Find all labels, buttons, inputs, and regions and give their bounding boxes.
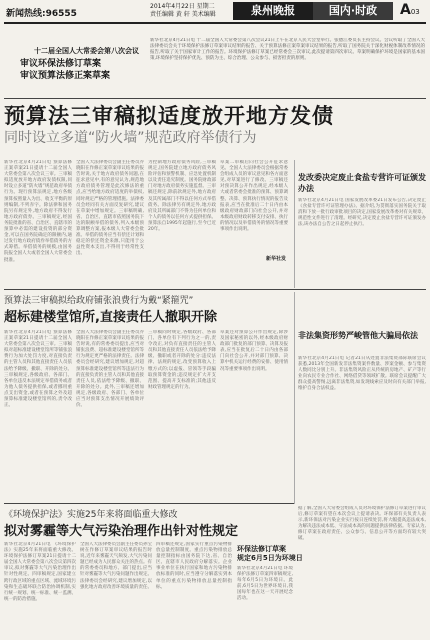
main-subheadline: 同时设立多道“防火墙”规范政府举债行为 — [4, 130, 257, 146]
main-col-4: 草案二审稿后向社会公开征求意见。全国人大法律委员会根据常委会组成人员的审议意见和各方面意见,对草案进行了修改。三审稿还对预决算公开作出规定,经本级人大或者常委会批准的预算、预算调整、决算、预算执行情况的报告及报表,应当在批准后二十日内由本级政府财政部门向社会公开,并对本级政府财政转移支付安排、执行的情况以及举借债务的情况等重要事项作出说明。 — [220, 160, 288, 233]
side-mid-title: 非法集资形势严峻管他大骗局依法 — [298, 331, 418, 340]
mid-col-2: 全国人大法律委员会副主任委员乔晓阳在作修正案草案审议结果的报告时说,有的常委委员提出,应当对铺张浪费、超标准建设楼堂馆所等行为规定更严格的法律责任。法律委员会经研究,建议增加规定,对超预算标准建设楼堂馆所等违法行为的直接负责的主管人员和其他直接责任人员,依法给予降级、撤职、开除的处分。此外,三审稿还增加规定,各级政府、各部门、各单位应当对预算支出情况开展绩效评价。 — [76, 330, 144, 409]
side-bottom-body: 据了解,全国人大常委会组成人员对环境保护法修订草案进行审议后,修订草案有望在本次会议上提请表决。环保部有关负责人表示,新环保法对污染企业实行按日连续处罚,将大幅提高违法成本,为解决违法成本低、守法成本高的问题提供法律依据。专家认为,修订草案在政府责任、公众参与、信息公开等方面均有较大突破。 — [298, 506, 426, 542]
side-top-body: 新华社北京4月21日电 国家发展改革委21日发布公告,决定废止《食盐专营许可证管理办法》。据介绍,为贯彻落实国务院关于取消和下放一批行政审批项目的决定,国家发展改革委对有关规章、规范性文件进行了清理。经研究,决定废止食盐专营许可证颁发办法,该办法自公告之日起停止执行。 — [298, 198, 426, 228]
main-col-2: 全国人大法律委员会副主任委员乔晓阳在作修正案草案审议结果的报告时说,关于地方政府债务问题,在征求意见中,有的意见认为,规范地方政府债务管理是此次修法的重点,应当给地方政府适度的举债权,同时规定严格的管理措施。法律委员会经同有关方面反复研究,建议在草案中增加规定。三审稿明确,省、自治区、直辖市依照国务院下达的限额举借的债务,列入本级预算调整方案,报本级人大常委会批准。举借的债务应当有偿还计划和稳定的偿还资金来源,只能用于公益性资本支出,不得用于经常性支出。 — [76, 160, 144, 257]
page-letter: A — [400, 2, 411, 18]
box-title — [237, 545, 303, 563]
box-title-2: 规定6月5日为环境日 — [237, 554, 303, 562]
mid-headline: 超标建楼堂馆所,直接责任人撤职开除 — [4, 310, 217, 325]
mid-col-1: 新华社北京4月21日电 预算法修正案草案21日提请十二届全国人大常委会第八次会议三审。三审稿拟对超标准建设楼堂馆所等铺张浪费行为加大处罚力度,对直接负责的主管人员和其他直接责任人员依法给予降级、撤职、开除的处分。三审稿规定,各级政府、各部门、各单位违反本法规定举借债务或者为他人债务提供担保,或者挪用重点支出资金,或者在预算之外及超预算标准建设楼堂馆所的,责令改正。 — [4, 330, 72, 409]
box-body: 新华社北京4月21日电 环境保护法修订草案四审稿规定,每年6月5日为环境日。此前,6月5日为世界环境日,我国每年也在这一天开展纪念活动。 — [237, 566, 293, 602]
bottom-col-2: 全国人大法律委员会副主任委员孙宝树在作修订草案审议结果的报告时说,近年来雾霾天气频发,大气污染问题已经成为人民群众关注的热点。有的常委委员和地方、部门提出,应当针对雾霾等大气污染问题作出规定。法律委员会经研究,建议增加规定,以强化地方政府改善环境质量的责任。 — [80, 542, 152, 590]
divider — [4, 503, 294, 504]
photo-credit: 新华社发 — [266, 256, 287, 262]
top-story-body: 新华社北京4月21日电 十二届全国人大常委会第八次会议21日上午在北京人民大会堂举行。张德江委员长主持会议。会议听取了全国人大法律委员会关于环境保护法修订草案审议结果的报告、关于预算法修正案草案审议结果的报告,听取了国务院关于深化财税体制改革情况的报告,听取了关于国家审计工作的报告。环境保护法修订草案已经常委会三次审议,此次提请第四次审议。草案明确保护环境是国家的基本国策,环境保护坚持保护优先、预防为主、综合治理、公众参与、损害担责的原则。 — [150, 38, 425, 62]
column-divider — [294, 292, 295, 504]
issue-date: 2014年4月22日 星期二 — [150, 3, 215, 10]
bottom-headline: 拟对雾霾等大气污染治理作出针对性规定 — [4, 524, 239, 539]
main-headline: 预算法三审稿拟适度放开地方发债 — [4, 104, 334, 128]
bottom-col-1: 新华社北京4月21日电 《环境保护法》实施25年来将面临重大修改。环境保护法修订草案21日提请十二届全国人大常委会第八次会议第四次审议,拟对雾霾等大气污染治理作出针对性规定。四审稿规定,国家建立跨行政区域的重点区域、流域环境污染和生态破坏联合防治协调机制,实行统一规划、统一标准、统一监测、统一的防治措施。 — [4, 542, 76, 602]
page-num: 03 — [410, 8, 420, 16]
main-col-1: 新华社北京4月21日电 预算法修正案草案21日提请十二届全国人大常委会第八次会议三审。三审稿拟适度放开地方政府发债权限,同时设立多道“防火墙”规范政府举债行为。现行预算法规定,地方各级预算按照量入为出、收支平衡的原则编制,不列赤字。除法律和国务院另有规定外,地方政府不得发行地方政府债券。三审稿规定,经国务院批准的省、自治区、直辖市的预算中必需的建设投资的部分资金,可以在国务院确定的限额内,通过发行地方政府债券举借债务的方式筹措。举借债务的规模,由国务院报全国人大或者全国人大常委会批准。 — [4, 160, 72, 263]
top-subhead-1: 审议环保法修订草案 — [20, 59, 102, 69]
section-name: 国内·时政 — [313, 2, 393, 20]
dateline — [150, 3, 230, 19]
mid-col-3: 三审稿同时规定,各级政府、各部门、各单位有下列行为之一的,责令改正,对负有直接责任的主管人员和其他直接责任人员依法给予降级、撤职或者开除的处分:违反法律、法规的规定,改变预算收入上缴方式的;以虚报、冒领等手段骗取预算资金的;违反规定扩大开支范围、提高开支标准的;其他违反财政管理规定的行为。 — [148, 330, 216, 390]
masthead-rule — [4, 22, 426, 24]
page-number — [400, 2, 420, 18]
top-kicker: 十二届全国人大常委会第八次会议 — [34, 47, 139, 55]
editors: 责任编辑 黄 轩 美术编辑 — [150, 11, 216, 18]
divider — [4, 289, 426, 290]
top-subhead-2: 审议预算法修正案草案 — [20, 71, 111, 81]
hotline: 新闻热线:96555 — [6, 9, 77, 19]
top-subheads — [20, 58, 110, 82]
bottom-col-3: 四审稿还规定,国家实行重点污染物排放总量控制制度。重点污染物排放总量控制指标由国务院下达,省、自治区、直辖市人民政府分解落实。企业事业单位在执行国家和地方污染物排放标准的同时,应当遵守分解落实到本单位的重点污染物排放总量控制指标。 — [156, 542, 232, 590]
newspaper-brand: 泉州晚报 — [233, 2, 313, 20]
box-title-1: 环保法修订草案 — [237, 545, 286, 553]
main-col-3: 为控制地方政府债务风险,三审稿规定,国务院建立地方政府债务风险评估和预警机制、应急处置机制以及责任追究制度。国务院财政部门对地方政府债务实施监督。三审稿还规定,除前款规定外,地方政府及其所属部门不得以任何方式举借债务。除法律另有规定外,地方政府及其所属部门不得为任何单位和个人的债务以任何方式提供担保。预算法自1995年起施行,至今已近20年。 — [148, 160, 216, 233]
mid-kicker: 预算法三审稿拟给政府铺张浪费行为戴“紧箍咒” — [4, 296, 194, 306]
side-mid-body: 新华社北京4月21日电 记者21日从处置非法集资部际联席会议获悉,2013年全国新发非法集资案件数量、涉案金额、参与集资人数同比分别上升。非法集资风险正从传统的房地产、矿产等行业向农民专业合作社、网络借贷等领域扩散。联席会议提醒广大群众提高警惕,远离非法集资,如发现线索应及时向有关部门举报,维护自身合法权益。 — [298, 356, 426, 392]
column-divider — [294, 160, 295, 288]
divider — [4, 98, 426, 99]
bottom-kicker: 《环境保护法》实施25年来将面临重大修改 — [4, 510, 178, 520]
side-top-title: 发改委决定废止食盐专营许可证颁发办法 — [298, 173, 426, 193]
mid-col-4: 草案还对预算公开作出规定,除涉及国家秘密的以外,经本级政府财政部门批复的部门预算、决算及报表,应当在批复后二十日内由各部门向社会公开,并对部门预算、决算中机关运行经费的安排、使用情况等重要事项作出说明。 — [220, 330, 288, 372]
